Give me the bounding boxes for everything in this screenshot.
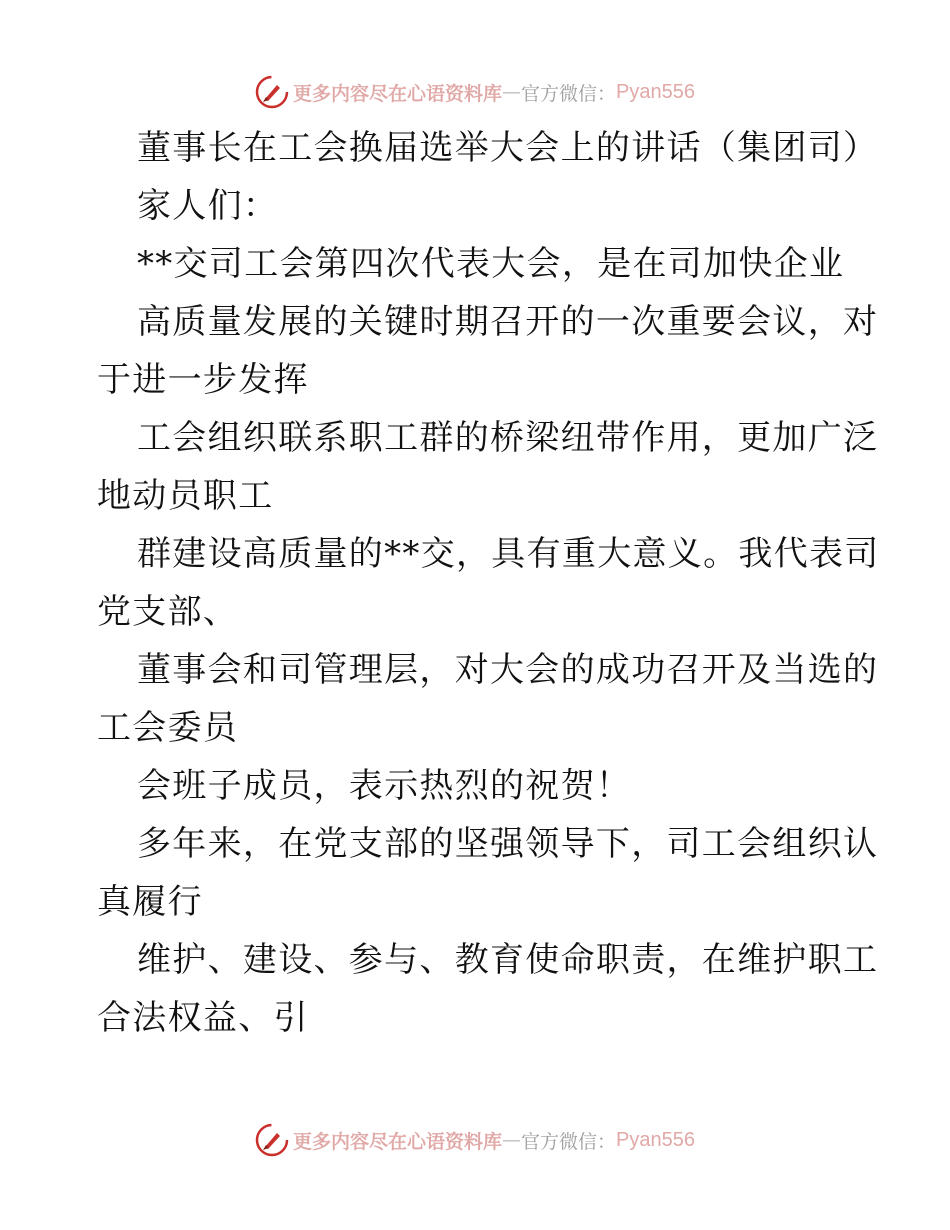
paragraph-line: 工会组织联系职工群的桥梁纽带作用，更加广泛 [137,418,879,458]
paragraph-line: 合法权益、引 [97,998,309,1038]
pen-nib-circle-icon [255,1123,289,1157]
paragraph-line: 高质量发展的关键时期召开的一次重要会议，对 [137,302,879,342]
paragraph-line: **交司工会第四次代表大会，是在司加快企业 [137,244,845,284]
watermark-text: 更多内容尽在心语资料库 [293,1130,503,1153]
paragraph-line: 地动员职工 [97,476,274,516]
watermark-official-label: 官方微信： [521,1130,617,1153]
paragraph-line: 多年来，在党支部的坚强领导下，司工会组织认 [137,824,879,864]
footer-watermark [0,1120,950,1160]
paragraph-line: 真履行 [97,882,203,922]
paragraph-line: 群建设高质量的**交，具有重大意义。我代表司 [137,534,880,574]
watermark-account: Pyan556 [616,1128,695,1151]
document-title: 董事长在工会换届选举大会上的讲话（集团司） [137,128,879,168]
watermark-text: 更多内容尽在心语资料库 [293,82,503,105]
paragraph-line: 工会委员 [97,708,239,748]
watermark-account: Pyan556 [616,80,695,103]
paragraph-line: 党支部、 [97,592,239,632]
watermark-separator: — [502,81,522,103]
watermark-official-label: 官方微信： [521,82,617,105]
watermark-separator: — [502,1129,522,1151]
paragraph-line: 会班子成员，表示热烈的祝贺！ [137,766,632,806]
salutation: 家人们： [137,186,279,226]
paragraph-line: 董事会和司管理层，对大会的成功召开及当选的 [137,650,879,690]
paragraph-line: 维护、建设、参与、教育使命职责，在维护职工 [137,940,879,980]
paragraph-line: 于进一步发挥 [97,360,309,400]
